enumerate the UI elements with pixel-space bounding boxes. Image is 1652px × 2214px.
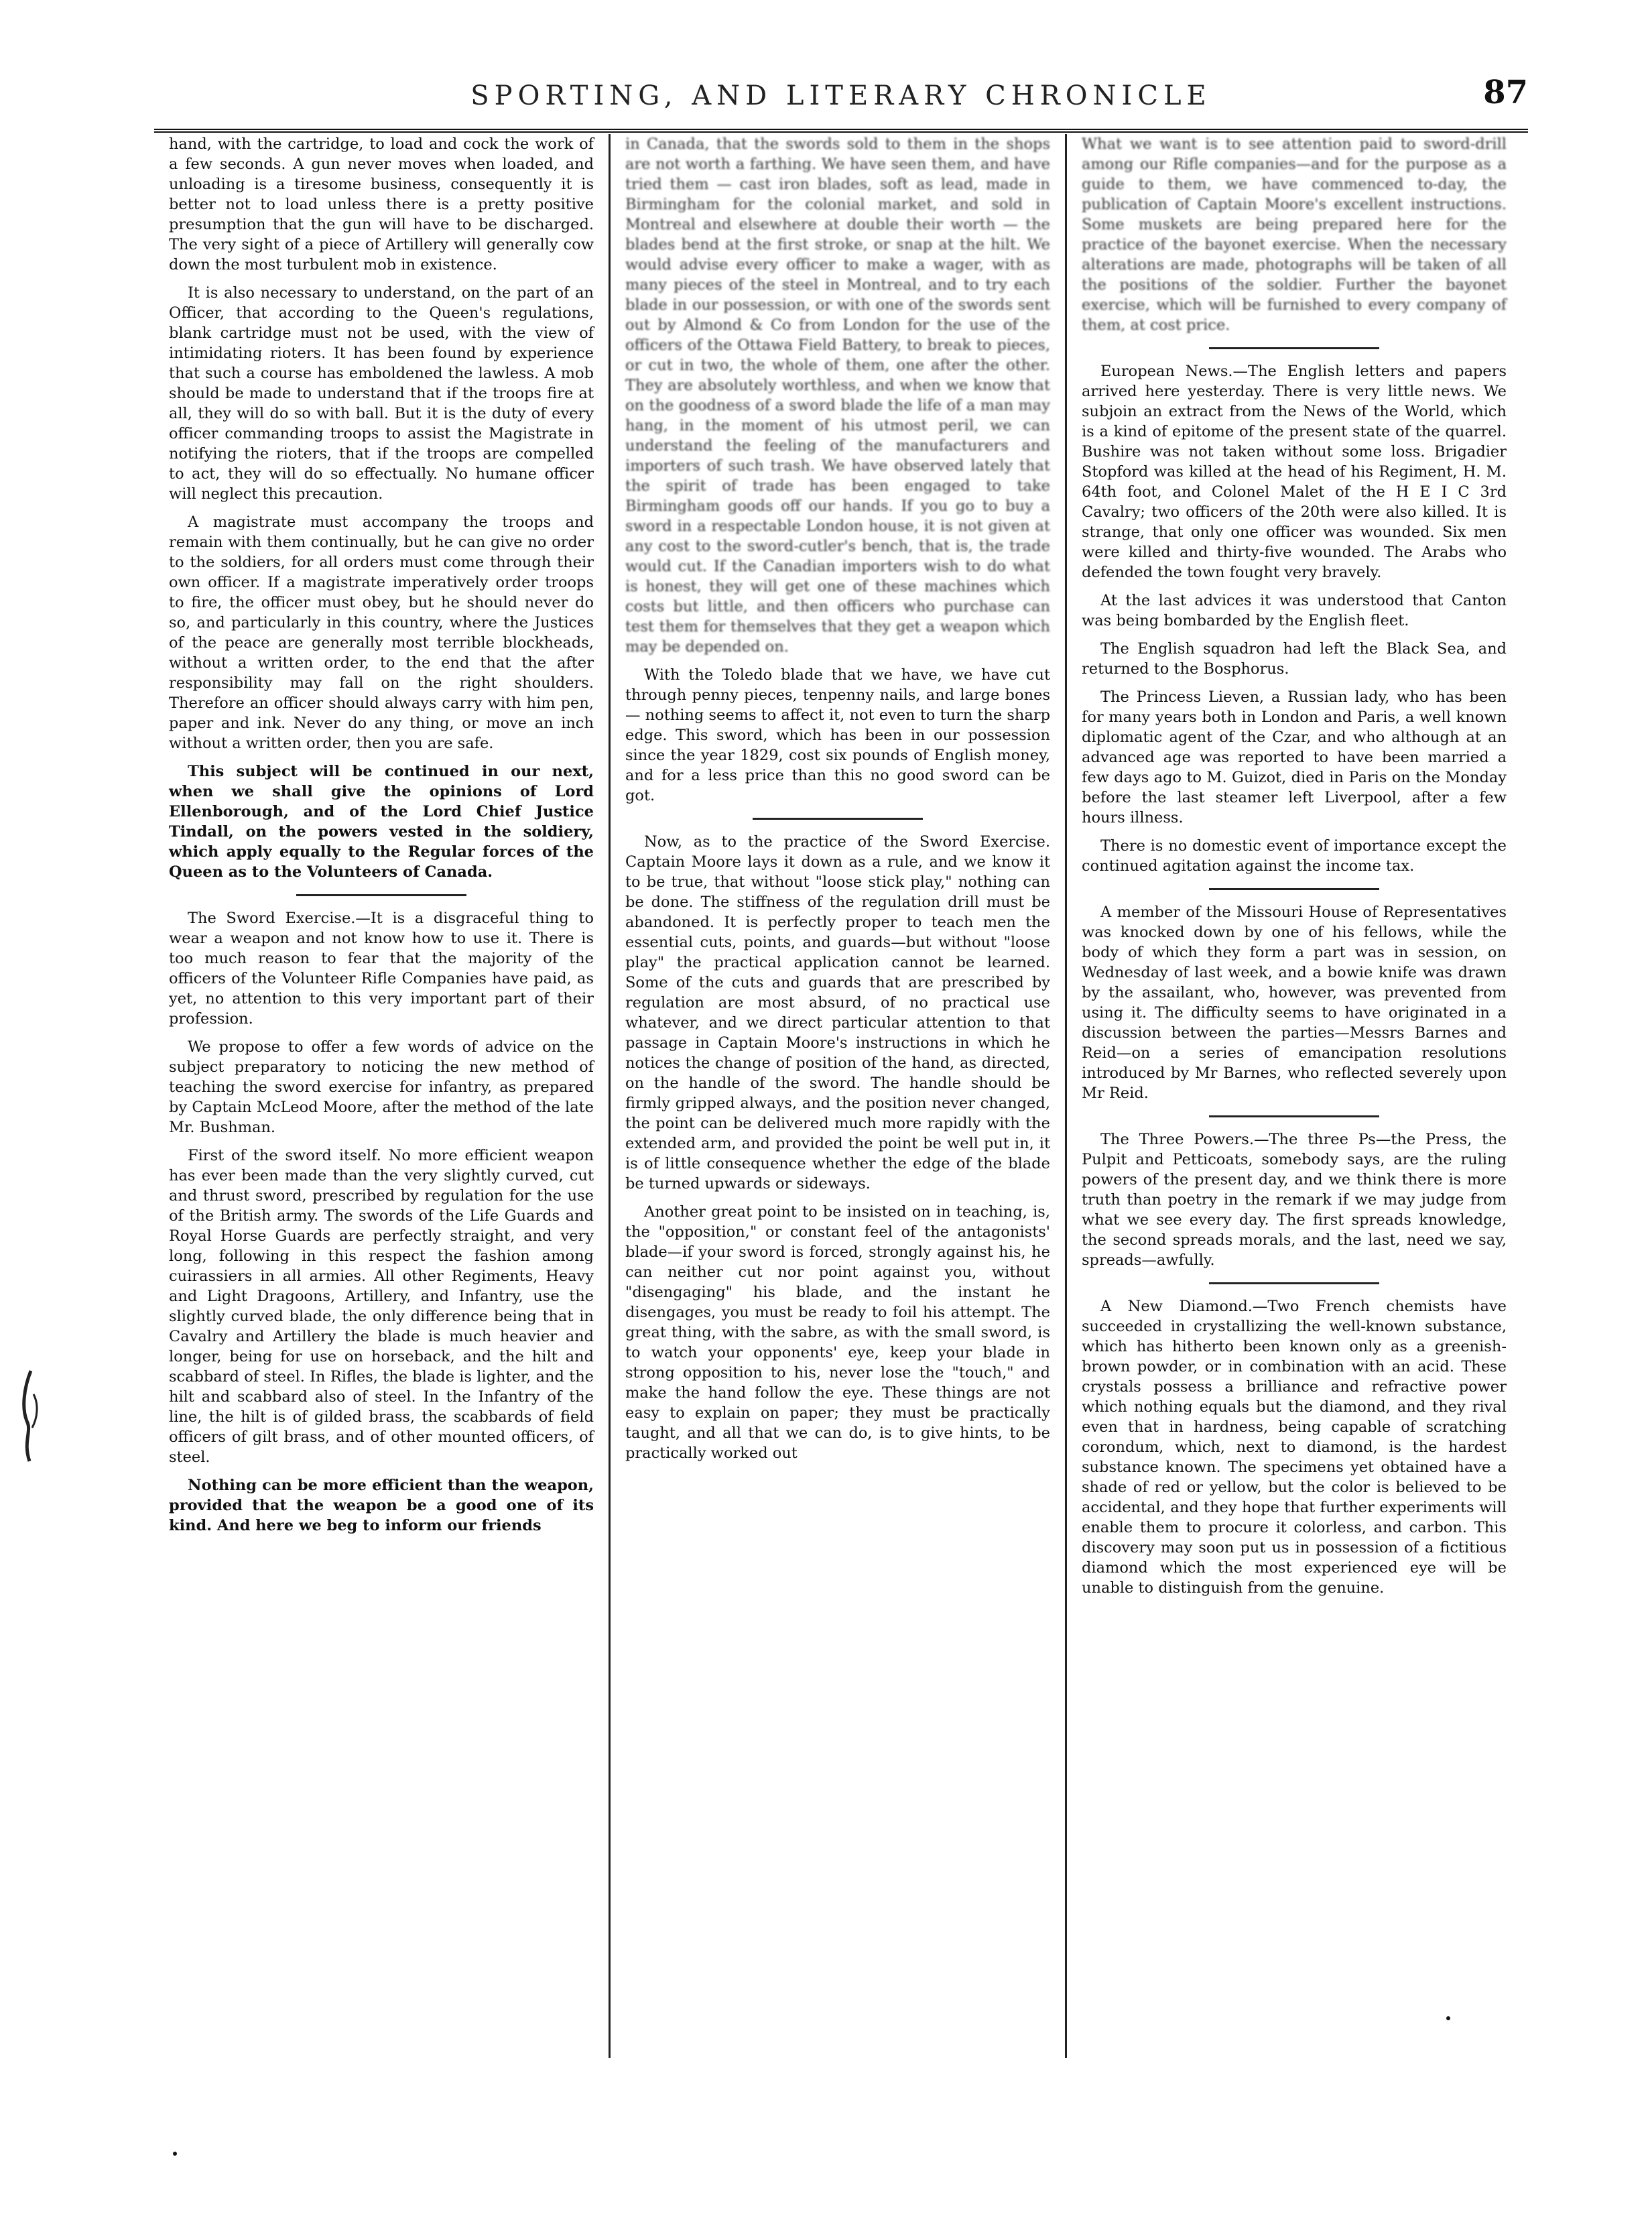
column-3 xyxy=(1065,134,1521,2058)
article-columns xyxy=(154,134,1521,2058)
column-2 xyxy=(609,134,1065,2058)
article-paragraph: in Canada, that the swords sold to them in the shops are not worth a farthing. We have seen them, and have tried them — cast iron blades, soft as lead, made in Birmingham for the colonial market, and sold in Montreal and elsewhere at double their worth — the blades bend at the first stroke, or snap at the hilt. We would advise every officer to make a wager, with as many pieces of the steel in Montreal, and to try each blade in our possession, or with one of the swords sent out by Almond & Co from London for the use of the officers of the Ottawa Field Battery, to break to pieces, or cut in two, the whole of them, one after the other. They are absolutely worthless, and when we know that on the goodness of a sword blade the life of a man may hang, in the moment of his utmost peril, we can understand the feeling of the manufacturers and importers of such trash. We have observed lately that the spirit of trade has been engaged to take Birmingham goods off our hands. If you go to buy a sword in a respectable London house, it is not given at any cost to the sword-cutler's bench, that is, the trade would cut. If the Canadian importers wish to do what is honest, they will get one of these machines which costs but little, and then officers who purchase can test them for themselves that they get a weapon which may be depended on. xyxy=(625,135,1050,656)
article-paragraph: We propose to offer a few words of advice on the subject preparatory to noticing the new method of teaching the sword exercise for infantry, as prepared by Captain McLeod Moore, after the method of the late Mr. Bushman. xyxy=(169,1038,594,1136)
article-paragraph: With the Toledo blade that we have, we have cut through penny pieces, tenpenny nails, and large bones — nothing seems to affect it, not even to turn the sharp edge. This sword, which has been in our possession since the year 1829, cost six pounds of English money, and for a less price than this no good sword can be got. xyxy=(625,666,1050,804)
article-paragraph: This subject will be continued in our next, when we shall give the opinions of Lord Ellenborough, and of the Lord Chief Justice Tindall, on the powers vested in the soldiery, which apply equally to the Regular forces of the Queen as to the Volunteers of Canada. xyxy=(169,763,594,881)
stray-mark xyxy=(1446,2016,1450,2020)
article-paragraph: A member of the Missouri House of Representatives was knocked down by one of his fellows, while the body of which they form a part was in session, on Wednesday of last week, and a bowie knife was drawn by the assailant, who, however, was prevented from using it. The difficulty seems to have originated in a discussion between the parties—Messrs Barnes and Reid—on a series of emancipation resolutions introduced by Mr Barnes, who reflected severely upon Mr Reid. xyxy=(1082,904,1507,1102)
column-1 xyxy=(154,134,609,2058)
section-separator xyxy=(1209,1115,1379,1117)
article-paragraph: The Princess Lieven, a Russian lady, who has been for many years both in London and Paris, a well known diplomatic agent of the Czar, and who although at an advanced age was reported to have been married a few days ago to M. Guizot, died in Paris on the Monday before the last steamer left Liverpool, after a few hours illness. xyxy=(1082,688,1507,826)
article-paragraph: At the last advices it was understood that Canton was being bombarded by the English fleet. xyxy=(1082,592,1507,629)
article-paragraph: Now, as to the practice of the Sword Exercise. Captain Moore lays it down as a rule, and we know it to be true, that without "loose stick play," nothing can be done. The stiffness of the regulation drill must be abandoned. It is perfectly proper to teach men the essential cuts, points, and guards—but without "loose play" the practical application cannot be learned. Some of the cuts and guards that are prescribed by regulation are most absurd, of no practical use whatever, and we direct particular attention to that passage in Captain Moore's instructions in which he notices the change of position of the hand, as directed, on the handle of the sword. The handle should be firmly gripped always, and the position never changed, the point can be delivered much more rapidly with the extended arm, and provided the point be well put in, it is of little consequence whether the edge of the blade be turned upwards or sideways. xyxy=(625,833,1050,1192)
article-paragraph: A magistrate must accompany the troops and remain with them continually, but he can give no order to the soldiers, for all orders must come through their own officer. If a magistrate imperatively order troops to fire, the officer must obey, but he should never do so, and particularly in this country, where the Justices of the peace are generally most terrible blockheads, without a written order, to the end that the after responsibility may fall on the right shoulders. Therefore an officer should always carry with him pen, paper and ink. Never do any thing, or move an inch without a written order, then you are safe. xyxy=(169,513,594,752)
article-paragraph: The Three Powers.—The three Ps—the Press, the Pulpit and Petticoats, somebody says, are the ruling powers of the present day, and we think there is more truth than poetry in the remark if we may judge from what we see every day. The first spreads knowledge, the second spreads morals, and the last, need we say, spreads—awfully. xyxy=(1082,1131,1507,1269)
section-separator xyxy=(1209,347,1379,349)
article-paragraph: Another great point to be insisted on in teaching, is, the "opposition," or constant feel of the antagonists' blade—if your sword is forced, strongly against his, he can neither cut nor point against you, without "disengaging" his blade, and the instant he disengages, you must be ready to foil his attempt. The great thing, with the sabre, as with the small sword, is to watch your opponents' eye, keep your blade in strong opposition to his, never lose the "touch," and make the hand follow the eye. These things are not easy to explain on paper; they must be practically taught, and all that we can do, is to give hints, to be practically worked out xyxy=(625,1203,1050,1462)
header-rule xyxy=(154,129,1528,133)
section-separator xyxy=(1209,1282,1379,1284)
article-paragraph: What we want is to see attention paid to sword-drill among our Rifle companies—and for the purpose as a guide to them, we have commenced to-day, the publication of Captain Moore's excellent instructions. Some muskets are being prepared here for the practice of the bayonet exercise. When the necessary alterations are made, photographs will be taken of all the positions of the soldier. Further the bayonet exercise, which will be furnished to every company of them, at cost price. xyxy=(1082,135,1507,334)
article-paragraph: The Sword Exercise.—It is a disgraceful thing to wear a weapon and not know how to use it. There is too much reason to fear that the majority of the officers of the Volunteer Rifle Companies have paid, as yet, no attention to this very important part of their profession. xyxy=(169,910,594,1028)
article-paragraph: Nothing can be more efficient than the weapon, provided that the weapon be a good one of its kind. And here we beg to inform our friends xyxy=(169,1477,594,1534)
section-separator xyxy=(753,818,923,820)
article-paragraph: It is also necessary to understand, on the part of an Officer, that according to the Queen's regulations, blank cartridge must not be used, with the view of intimidating rioters. It has been found by experience that such a course has emboldened the lawless. A mob should be made to understand that if the troops fire at all, they will do so with ball. But it is the duty of every officer commanding troops to assist the Magistrate in notifying the rioters, that if the troops are compelled to act, they will do so effectually. No humane officer will neglect this precaution. xyxy=(169,284,594,503)
article-paragraph: First of the sword itself. No more efficient weapon has ever been made than the very slightly curved, cut and thrust sword, prescribed by regulation for the use of the British army. The swords of the Life Guards and Royal Horse Guards are perfectly straight, and very long, following in this respect the fashion among cuirassiers in all armies. All other Regiments, Heavy and Light Dragoons, Artillery, and Infantry, use the slightly curved blade, the only difference being that in Cavalry and Artillery the blade is much heavier and longer, being for use on horseback, and the hilt and scabbard of steel. In Rifles, the blade is lighter, and the hilt and scabbard also of steel. In the Infantry of the line, the hilt is of gilded brass, the scabbards of field officers of gilt brass, and of other mounted officers, of steel. xyxy=(169,1147,594,1466)
article-paragraph: A New Diamond.—Two French chemists have succeeded in crystallizing the well-known substance, which has hitherto been known only as a greenish-brown powder, or in combination with an acid. These crystals possess a brilliance and refractive power which nothing equals but the diamond, and they rival even that in hardness, being capable of scratching corondum, which, next to diamond, is the hardest substance known. The specimens yet obtained have a shade of red or yellow, but the color is believed to be accidental, and they hope that further experiments will enable them to procure it colorless, and carbon. This discovery may soon put us in possession of a fictitious diamond which the most experienced eye will be unable to distinguish from the genuine. xyxy=(1082,1298,1507,1597)
article-paragraph: The English squadron had left the Black Sea, and returned to the Bosphorus. xyxy=(1082,640,1507,678)
article-paragraph: There is no domestic event of importance except the continued agitation against the income tax. xyxy=(1082,837,1507,875)
section-separator xyxy=(1209,888,1379,890)
page-number: 87 xyxy=(1483,74,1528,111)
article-paragraph: European News.—The English letters and papers arrived here yesterday. There is very little news. We subjoin an extract from the News of the World, which is a kind of epitome of the present state of the quarrel. Bushire was not taken without some loss. Brigadier Stopford was killed at the head of his Regiment, H. M. 64th foot, and Colonel Malet of the H E I C 3rd Cavalry; two officers of the 20th were also killed. It is strange, that only one officer was wounded. Six men were killed and thirty-five wounded. The Arabs who defended the town fought very bravely. xyxy=(1082,363,1507,581)
stray-mark xyxy=(173,2152,177,2156)
section-separator xyxy=(296,894,466,896)
article-paragraph: hand, with the cartridge, to load and cock the work of a few seconds. A gun never moves when loaded, and unloading is a tiresome business, consequently it is better not to load unless there is a pretty positive presumption that the gun will have to be discharged. The very sight of a piece of Artillery will generally cow down the most turbulent mob in existence. xyxy=(169,135,594,273)
masthead: SPORTING, AND LITERARY CHRONICLE xyxy=(470,80,1212,111)
ink-blot-mark xyxy=(19,1367,43,1468)
